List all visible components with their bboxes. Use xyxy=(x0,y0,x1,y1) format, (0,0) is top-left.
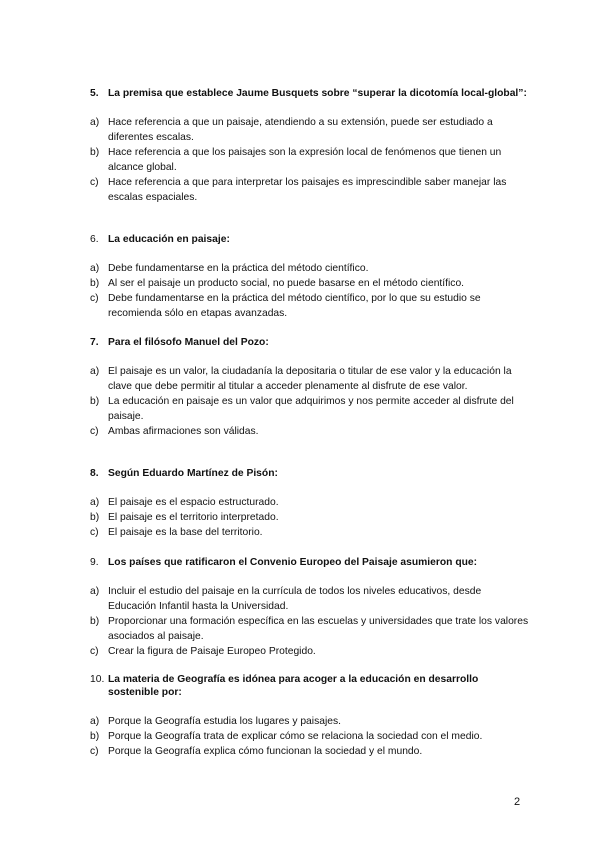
option-c: c) Debe fundamentarse en la práctica del método científico, por lo que su estudio se recomienda sólo en etapas avanzadas. xyxy=(90,293,481,319)
question-number: 8. xyxy=(90,468,99,479)
option-c: c) Hace referencia a que para interpretar los paisajes es imprescindible saber manejar las escalas espaciales. xyxy=(90,177,507,203)
option-a: a) El paisaje es un valor, la ciudadanía la depositaria o titular de ese valor y la educación la clave que debe permitir al titular a acceder plenamente al disfrute de ese valor. xyxy=(90,366,512,392)
question-5 xyxy=(90,87,530,205)
option-c: c) Porque la Geografía explica cómo funcionan la sociedad y el mundo. xyxy=(90,746,423,757)
option-a: a) Incluir el estudio del paisaje en la currícula de todos los niveles educativos, desde Educación Infantil hasta la Universidad. xyxy=(90,586,482,612)
option-b: b) La educación en paisaje es un valor que adquirimos y nos permite acceder al disfrute del paisaje. xyxy=(90,396,514,422)
question-text: La educación en paisaje: xyxy=(108,234,230,245)
question-7 xyxy=(90,336,530,439)
option-b: b) Al ser el paisaje un producto social, no puede basarse en el método científico. xyxy=(90,278,465,289)
question-title xyxy=(90,556,530,569)
question-10 xyxy=(90,673,530,759)
question-title xyxy=(90,467,530,480)
question-number: 6. xyxy=(90,234,99,245)
question-number: 5. xyxy=(90,88,99,99)
option-a: a) Porque la Geografía estudia los lugares y paisajes. xyxy=(90,716,341,727)
option-c: c) Ambas afirmaciones son válidas. xyxy=(90,426,259,437)
option-c: c) El paisaje es la base del territorio. xyxy=(90,527,263,538)
options-list xyxy=(90,364,530,439)
option-a: a) El paisaje es el espacio estructurado. xyxy=(90,497,279,508)
option-b: b) Proporcionar una formación específica en las escuelas y universidades que trate los valores asociados al paisaje. xyxy=(90,616,529,642)
question-number: 9. xyxy=(90,557,99,568)
question-6 xyxy=(90,233,530,321)
question-text: Los países que ratificaron el Convenio Europeo del Paisaje asumieron que: xyxy=(108,557,478,568)
question-text: Para el filósofo Manuel del Pozo: xyxy=(108,337,269,348)
question-title xyxy=(90,87,530,100)
options-list xyxy=(90,261,530,321)
question-number: 7. xyxy=(90,337,99,348)
option-a: a) Hace referencia a que un paisaje, atendiendo a su extensión, puede ser estudiado a diferentes escalas. xyxy=(90,117,493,143)
options-list xyxy=(90,495,530,540)
option-a: a) Debe fundamentarse en la práctica del método científico. xyxy=(90,263,369,274)
question-title xyxy=(90,336,530,349)
option-b: b) Hace referencia a que los paisajes son la expresión local de fenómenos que tienen un alcance global. xyxy=(90,147,502,173)
question-title xyxy=(90,673,530,699)
question-9 xyxy=(90,556,530,659)
question-number: 10. xyxy=(90,674,105,685)
options-list xyxy=(90,714,530,759)
question-8 xyxy=(90,467,530,540)
option-b: b) El paisaje es el territorio interpretado. xyxy=(90,512,279,523)
question-title xyxy=(90,233,530,246)
question-text: La materia de Geografía es idónea para acoger a la educación en desarrollo sostenible por: xyxy=(108,674,479,698)
option-c: c) Crear la figura de Paisaje Europeo Protegido. xyxy=(90,646,316,657)
options-list xyxy=(90,115,530,205)
question-text: La premisa que establece Jaume Busquets sobre “superar la dicotomía local-global”: xyxy=(108,88,527,99)
options-list xyxy=(90,584,530,659)
option-b: b) Porque la Geografía trata de explicar cómo se relaciona la sociedad con el medio. xyxy=(90,731,483,742)
page-number: 2 xyxy=(514,796,521,808)
question-text: Según Eduardo Martínez de Pisón: xyxy=(108,468,278,479)
